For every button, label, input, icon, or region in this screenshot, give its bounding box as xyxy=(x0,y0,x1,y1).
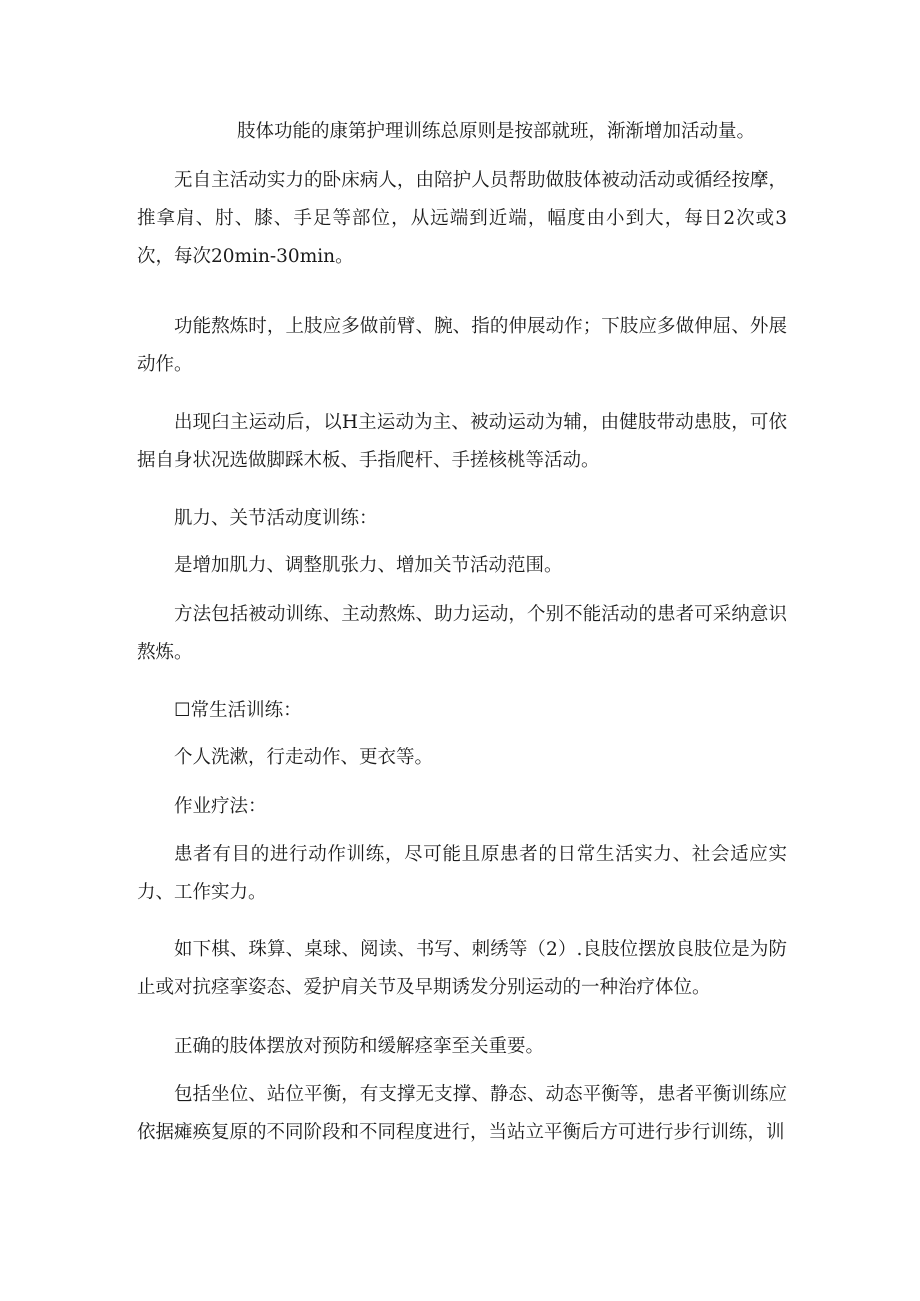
paragraph-daily-activities: 个人洗漱，行走动作、更衣等。 xyxy=(174,747,434,768)
heading-occupational-therapy: 作业疗法： xyxy=(174,796,267,817)
paragraph-balance-training: 包括坐位、站位平衡，有支撑无支撑、静态、动态平衡等，患者平衡训练应依据瘫痪复原的不同阶段和不同程度进行，当站立平衡后方可进行步行训练，训 xyxy=(137,1084,787,1143)
paragraph-muscle-goal: 是增加肌力、调整肌张力、增加关节活动范围。 xyxy=(174,555,563,576)
heading-daily-life-training: ☐常生活训练： xyxy=(174,700,302,721)
paragraph-training-principle: 肢体功能的康第护理训练总原则是按部就班，渐渐增加活动量。 xyxy=(237,121,756,142)
paragraph-passive-activity: 无自主活动实力的卧床病人，由陪护人员帮助做肢体被动活动或循经按摩，推拿肩、肘、膝、手足等部位，从远端到近端，幅度由小到大，每日2次或3次，每次20min-30min。 xyxy=(137,170,787,267)
paragraph-active-movement: 出现臼主运动后，以H主运动为主、被动运动为辅，由健肢带动患肢，可依据自身状况选做脚踩木板、手指爬杆、手搓核桃等活动。 xyxy=(137,412,787,471)
paragraph-purposeful-training: 患者有目的进行动作训练，尽可能且原患者的日常生活实力、社会适应实力、工作实力。 xyxy=(137,844,787,903)
paragraph-functional-exercise: 功能熬炼时，上肢应多做前臂、腕、指的伸展动作；下肢应多做伸屈、外展动作。 xyxy=(137,316,787,375)
heading-muscle-joint-training: 肌力、关节活动度训练： xyxy=(174,508,378,529)
paragraph-positioning: 如下棋、珠算、桌球、阅读、书写、刺绣等（2）.良肢位摆放良肢位是为防止或对抗痉挛姿态、爱护肩关节及早期诱发分别运动的一种治疗体位。 xyxy=(137,939,787,998)
paragraph-training-methods: 方法包括被动训练、主动熬炼、助力运动，个别不能活动的患者可采纳意识熬炼。 xyxy=(137,604,787,663)
paragraph-limb-placement: 正确的肢体摆放对预防和缓解痉挛至关重要。 xyxy=(174,1036,545,1057)
